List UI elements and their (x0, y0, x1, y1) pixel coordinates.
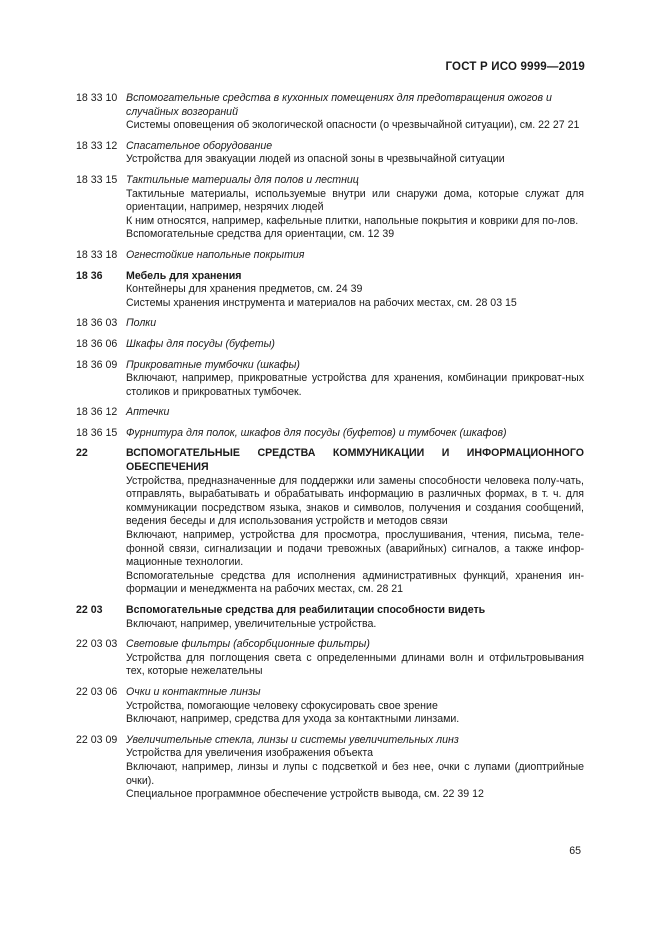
list-item (76, 249, 584, 263)
entry-text: Включают, например, средства для ухода за контактными линзами. (126, 713, 460, 726)
entry-title: Фурнитура для полок, шкафов для посуды (буфетов) и тумбочек (шкафов) (126, 426, 507, 439)
entry-text: Включают, например, линзы и лупы с подсветкой и без нее, очки с лупами (диоптрийные очки). (126, 760, 584, 787)
list-item (76, 427, 584, 441)
entry-text: К ним относятся, например, кафельные плитки, напольные покрытия и коврики для по-лов. (126, 214, 579, 227)
classification-list (76, 92, 584, 802)
entry-text: Тактильные материалы, используемые внутри или снаружи дома, которые служат для ориентации, например, незрячих людей (126, 187, 584, 214)
entry-text: Включают, например, увеличительные устройства. (126, 617, 377, 630)
list-item (76, 174, 584, 242)
entry-code: 22 03 09 (76, 733, 118, 746)
entry-title (126, 447, 584, 474)
list-item (76, 447, 584, 597)
entry-title: Вспомогательные средства для реабилитации способности видеть (126, 604, 486, 616)
entry-code: 18 33 18 (76, 248, 118, 261)
entry-code: 18 36 (76, 269, 103, 282)
entry-title: Увеличительные стекла, линзы и системы увеличительных линз (126, 733, 459, 746)
page-number: 65 (569, 845, 581, 857)
entry-title: Огнестойкие напольные покрытия (126, 248, 305, 261)
entry-text: Устройства для увеличения изображения объекта (126, 747, 374, 760)
entry-title-line: ВСПОМОГАТЕЛЬНЫЕ СРЕДСТВА КОММУНИКАЦИИ И ИНФОРМАЦИОННОГО (126, 447, 584, 460)
document-id: ГОСТ Р ИСО 9999—2019 (445, 61, 585, 73)
entry-title: Спасательное оборудование (126, 139, 273, 152)
entry-code: 22 03 03 (76, 638, 118, 651)
entry-text: Устройства, помогающие человеку сфокусировать свое зрение (126, 699, 438, 712)
entry-title: Полки (126, 317, 157, 330)
entry-code: 18 36 09 (76, 358, 118, 371)
entry-title: Тактильные материалы для полов и лестниц (126, 173, 359, 186)
entry-title: Шкафы для посуды (буфеты) (126, 337, 275, 350)
list-item (76, 317, 584, 331)
list-item (76, 734, 584, 802)
entry-code: 18 36 12 (76, 406, 118, 419)
entry-text: Системы хранения инструмента и материалов на рабочих местах, см. 28 03 15 (126, 296, 517, 309)
list-item (76, 686, 584, 727)
list-item (76, 359, 584, 400)
entry-text: Системы оповещения об экологической опасности (о чрезвычайной ситуации), см. 22 27 21 (126, 119, 580, 132)
entry-title: Мебель для хранения (126, 269, 242, 282)
entry-title: Световые фильтры (абсорбционные фильтры) (126, 638, 370, 651)
entry-text: Специальное программное обеспечение устройств вывода, см. 22 39 12 (126, 788, 484, 801)
entry-title: Вспомогательные средства в кухонных помещениях для предотвращения ожогов и случайных возгораний (126, 92, 552, 118)
entry-title: Очки и контактные линзы (126, 685, 261, 698)
list-item (76, 270, 584, 311)
entry-text: Вспомогательные средства для исполнения административных функций, хранения ин-формации и менеджмента на рабочих местах, см. 28 21 (126, 569, 584, 596)
entry-code: 18 33 12 (76, 139, 118, 152)
entry-text: Устройства для поглощения света с определенными длинами волн и отфильтровывания тех, которые нежелательны (126, 651, 584, 678)
list-item (76, 92, 584, 133)
list-item (76, 638, 584, 679)
entry-code: 18 36 03 (76, 317, 118, 330)
list-item (76, 140, 584, 167)
list-item (76, 406, 584, 420)
entry-title-line: ОБЕСПЕЧЕНИЯ (126, 461, 209, 474)
entry-code: 22 (76, 447, 88, 460)
entry-code: 22 03 06 (76, 685, 118, 698)
list-item (76, 338, 584, 352)
entry-code: 18 33 10 (76, 92, 118, 104)
entry-code: 18 36 15 (76, 426, 118, 439)
entry-code: 18 36 06 (76, 337, 118, 350)
entry-title: Прикроватные тумбочки (шкафы) (126, 358, 300, 371)
entry-code: 22 03 (76, 604, 103, 616)
entry-title: Аптечки (126, 406, 170, 419)
entry-text: Устройства для эвакуации людей из опасной зоны в чрезвычайной ситуации (126, 153, 505, 166)
entry-text: Включают, например, прикроватные устройства для хранения, комбинации прикроват-ных столиков и прикроватных тумбочек. (126, 372, 584, 398)
entry-text: Включают, например, устройства для просмотра, прослушивания, чтения, письма, теле-фонной связи, сигнализации и подачи тревожных (аварийных) сигналов, а также инфор-мационные технологии. (126, 529, 584, 569)
entry-text: Устройства, предназначенные для поддержки или замены способности человека полу-чать, отправлять, вырабатывать и обрабатывать информацию в различных формах, в т. ч. для коммуникации посредством языка, знаков и символов, получения и создания сообщений, ведения беседы и для использования устройств и методов связи (126, 474, 584, 528)
entry-text: Контейнеры для хранения предметов, см. 24 39 (126, 283, 363, 296)
list-item (76, 604, 584, 631)
entry-code: 18 33 15 (76, 173, 118, 186)
entry-text: Вспомогательные средства для ориентации, см. 12 39 (126, 228, 395, 241)
